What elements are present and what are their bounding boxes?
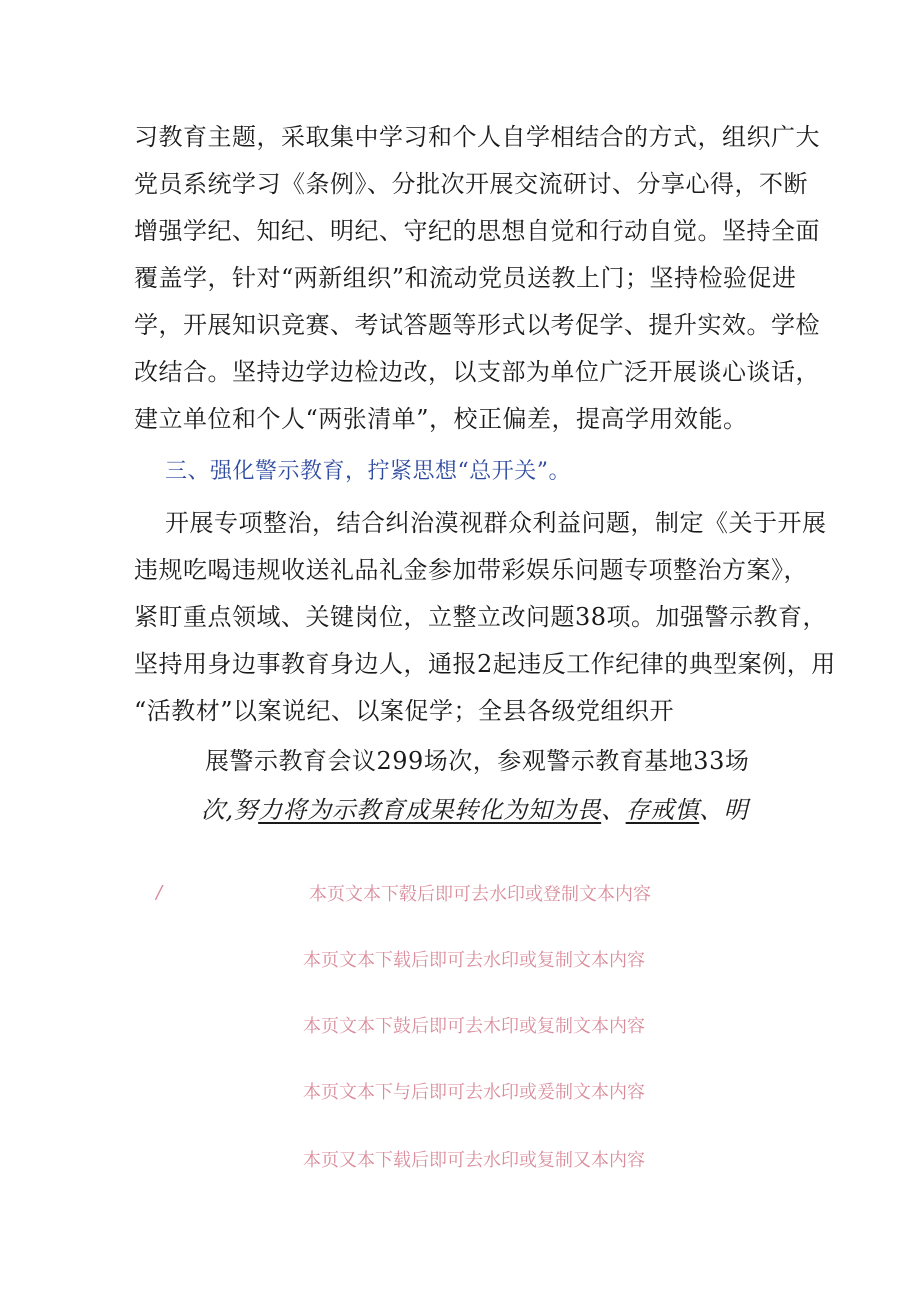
paragraph-line: 增强学纪、知纪、明纪、守纪的思想自觉和行动自觉。坚持全面 <box>134 217 820 245</box>
paragraph-line: 坚持用身边事教育身边人，通报2起违反工作纪律的典型案例，用 <box>134 650 836 678</box>
paragraph-line: 改结合。坚持边学边检边改，以支部为单位广泛开展谈心谈话， <box>134 358 820 386</box>
paragraph-line: 展警示教育会议299场次，参观警示教育基地33场 <box>205 747 750 775</box>
paragraph-line: 习教育主题，采取集中学习和个人自学相结合的方式，组织广大 <box>134 123 820 151</box>
paragraph-line: “活教材”以案说纪、以案促学；全县各级党组织开 <box>134 697 675 725</box>
paragraph-line: 开展专项整治，结合纠治漠视群众利益问题，制定《关于开展 <box>165 509 827 537</box>
watermark-line: 本页文本下毂后即可去水印或登制文本内容 <box>309 884 651 905</box>
paragraph-line: 覆盖学，针对“两新组织”和流动党员送教上门；坚持检验促进 <box>134 264 797 292</box>
underlined-text: 力将为示教育成果转化为知为畏 <box>258 796 602 824</box>
watermark-line: 本页文本下载后即可去水印或复制文本内容 <box>303 950 645 971</box>
paragraph-line: 学，开展知识竞赛、考试答题等形式以考促学、提升实效。学检 <box>134 311 820 339</box>
text-span: 、明 <box>699 796 749 824</box>
paragraph-line: 党员系统学习《条例》、分批次开展交流研讨、分享心得，不断 <box>134 170 808 198</box>
paragraph-line: 紧盯重点领域、关键岗位，立整立改问题38项。加强警示教育， <box>134 603 828 631</box>
watermark-slash: / <box>156 882 163 903</box>
paragraph-line: 建立单位和个人“两张清单”，校正偏差，提高学用效能。 <box>134 405 748 433</box>
watermark-line: 本页文本下鼓后即可去木印或复制文本内容 <box>303 1016 645 1037</box>
text-span: 、 <box>601 796 626 824</box>
watermark-line: 本页文本下与后即可去水印或爰制文本内容 <box>303 1082 645 1103</box>
underlined-text: 存戒慎 <box>625 796 700 824</box>
section-heading: 三、强化警示教育，拧紧思想“总开关”。 <box>165 459 571 484</box>
paragraph-line: 违规吃喝违规收送礼品礼金参加带彩娱乐问题专项整治方案》， <box>134 556 808 584</box>
text-span: 次,努 <box>201 796 259 824</box>
watermark-line: 本页又本下载后即可去水印或复制又本内容 <box>303 1150 645 1171</box>
paragraph-line-last <box>201 794 748 826</box>
